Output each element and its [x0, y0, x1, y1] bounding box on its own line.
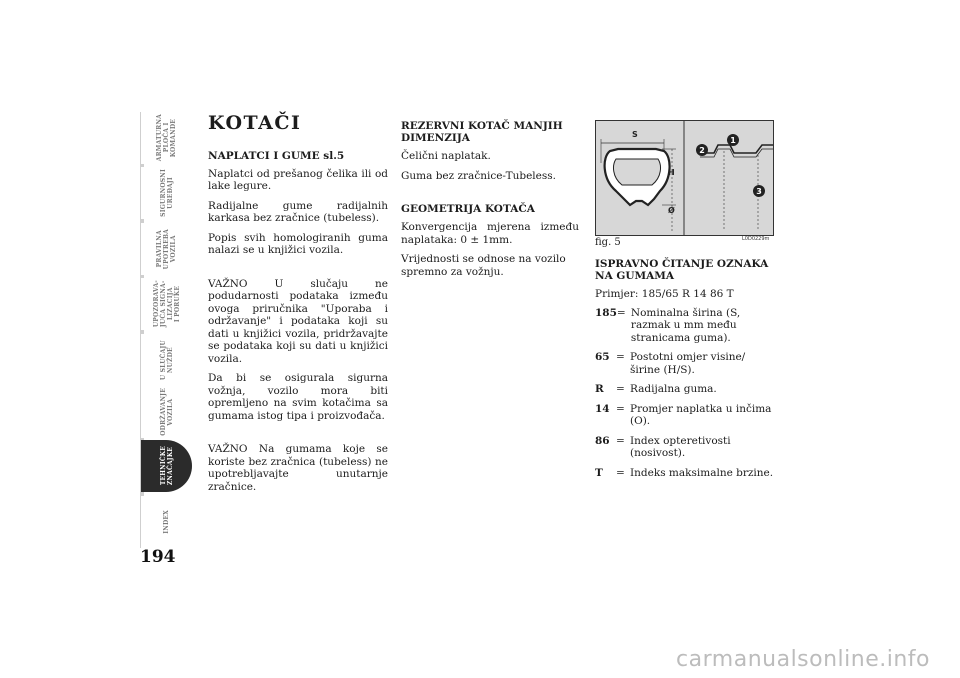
spec-eq: =: [616, 402, 625, 415]
paragraph: Guma bez zračnice-Tubeless.: [401, 169, 556, 182]
spec-key: 65: [595, 351, 610, 363]
paragraph: Čelični naplatak.: [401, 150, 491, 162]
tab-pravilna-upotreba[interactable]: [141, 223, 192, 275]
spec-value: Radijalna guma.: [630, 383, 717, 395]
page-title: KOTAČI: [208, 112, 302, 134]
column-spare-wheel: [401, 120, 579, 285]
heading-wheel-geometry: GEOMETRIJA KOTAČA: [401, 203, 535, 215]
tyre-figure: [595, 120, 774, 236]
tab-upozoravajuca-signalizacija[interactable]: [141, 278, 192, 330]
column-wheels: [208, 112, 388, 500]
spec-row: [595, 383, 775, 396]
spec-row: [595, 467, 775, 480]
tyre-diagram: [596, 121, 773, 235]
label-h: H: [668, 168, 675, 177]
spec-key: 185: [595, 306, 617, 319]
paragraph: Popis svih homologiranih guma nalazi se u knjižici vozila.: [208, 231, 388, 256]
spec-value: Indeks maksimalne brzine.: [630, 466, 774, 479]
heading-tyre-markings: ISPRAVNO ČITANJE OZNAKA NA GUMAMA: [595, 258, 769, 282]
spec-eq: =: [616, 434, 625, 447]
tab-label: INDEX: [163, 510, 170, 534]
example-marking: Primjer: 185/65 R 14 86 T: [595, 288, 734, 300]
spec-eq: =: [616, 383, 625, 395]
spec-eq: =: [616, 306, 626, 319]
paragraph: Naplatci od prešanog čelika ili od lake legure.: [208, 167, 388, 192]
tab-odrzavanje-vozila[interactable]: [141, 386, 192, 438]
paragraph: Da bi se osigurala sigurna vožnja, vozilo mora biti opremljeno na svim kotačima sa gumama istog tipa i proizvođača.: [208, 372, 388, 422]
spec-key: 86: [595, 434, 610, 447]
paragraph: Radijalne gume radijalnih karkasa bez zračnice (tubeless).: [208, 199, 388, 224]
spec-key: R: [595, 383, 604, 395]
spec-row: [595, 307, 775, 345]
spec-value: Index opteretivosti (nosivost).: [630, 434, 731, 459]
tab-label: ARMATURNA PLOČA I KOMANDE: [156, 114, 177, 162]
page-number: 194: [140, 547, 176, 567]
tab-label: U SLUČAJU NUŽDE: [159, 339, 174, 381]
badge-3: 3: [756, 187, 762, 196]
badge-2: 2: [699, 146, 705, 155]
spec-eq: =: [616, 351, 625, 363]
badge-1: 1: [730, 136, 736, 145]
tab-label: PRAVILNA UPOTREBA VOZILA: [156, 228, 177, 270]
important-note: VAŽNO U slučaju ne podudarnosti podataka između ovoga priručnika "Uporaba i održavanje" i podataka koji su dati u knjižici vozila, pridržavajte se podataka koji su dati u knjižici vozila.: [208, 277, 388, 365]
important-note: VAŽNO Na gumama koje se koriste bez zračnica (tubeless) ne upotrebljavajte unutarnje zračnice.: [208, 443, 388, 493]
tab-label: SIGURNOSNI UREĐAJI: [159, 169, 174, 217]
spec-eq: =: [616, 466, 625, 479]
heading-rims-tyres: NAPLATCI I GUME sl.5: [208, 149, 345, 162]
tab-armaturna-ploca[interactable]: [141, 112, 192, 164]
label-diameter: Ø: [668, 206, 675, 215]
tab-label: UPOZORAVA- JUĆA SIGNA- LIZACIJA I PORUKE: [152, 280, 181, 328]
spec-value: Promjer naplatka u inčima (O).: [630, 402, 772, 427]
tab-label: TEHNIČKE ZNAČAJKE: [159, 446, 174, 486]
label-s: S: [632, 130, 638, 139]
paragraph-convergence: Konvergencija mjerena između naplataka: 0 ± 1mm.: [401, 221, 579, 246]
paragraph: Vrijednosti se odnose na vozilo spremno za vožnju.: [401, 253, 566, 278]
figure-caption: fig. 5: [595, 237, 621, 248]
spec-key: T: [595, 466, 603, 479]
tab-tehnicke-znacajke[interactable]: [141, 440, 192, 492]
spec-row: [595, 403, 775, 428]
spec-row: [595, 351, 775, 376]
spec-row: [595, 435, 775, 460]
tab-sigurnosni-uredaji[interactable]: [141, 167, 192, 219]
watermark: carmanualsonline.info: [676, 647, 930, 672]
heading-spare-wheel: REZERVNI KOTAČ MANJIH DIMENZIJA: [401, 120, 563, 144]
spec-value: Postotni omjer visine/širine (H/S).: [630, 351, 746, 376]
tab-label: ODRŽAVANJE VOZILA: [159, 388, 174, 436]
tab-index[interactable]: [141, 496, 192, 548]
spec-value: Nominalna širina (S, razmak u mm među stranicama guma).: [630, 306, 741, 344]
tyre-marking-specs: [595, 258, 775, 486]
spec-key: 14: [595, 402, 610, 415]
figure-code: L0D0229m: [742, 236, 770, 242]
tab-u-slucaju-nuzde[interactable]: [141, 334, 192, 386]
